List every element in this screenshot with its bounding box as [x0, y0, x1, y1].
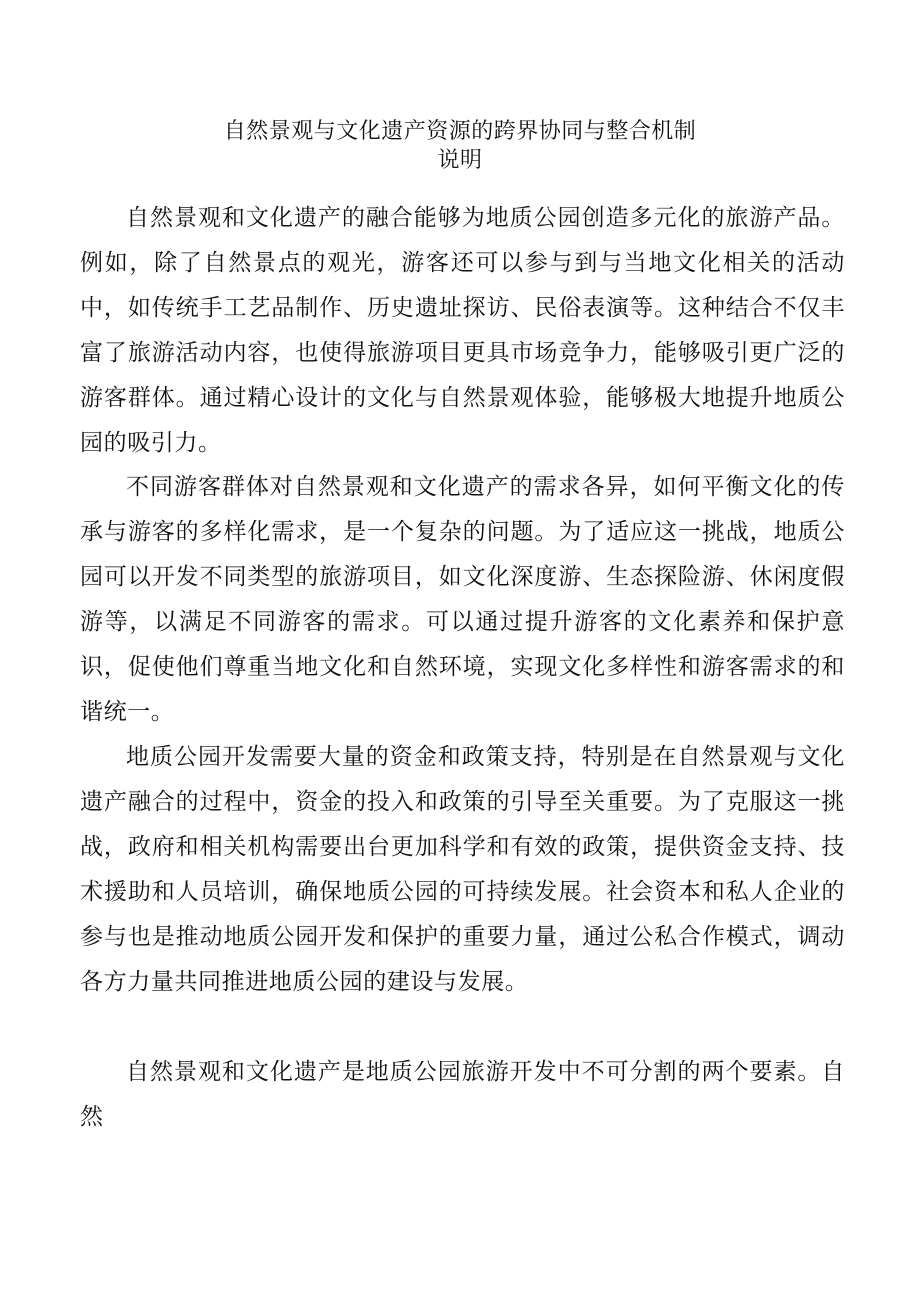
document-title: 自然景观与文化遗产资源的跨界协同与整合机制 — [223, 119, 697, 144]
paragraph-1: 自然景观和文化遗产的融合能够为地质公园创造多元化的旅游产品。例如，除了自然景点的观光，游客还可以参与到与当地文化相关的活动中，如传统手工艺品制作、历史遗址探访、民俗表演等。这种结合不仅丰富了旅游活动内容，也使得旅游项目更具市场竞争力，能够吸引更广泛的游客群体。通过精心设计的文化与自然景观体验，能够极大地提升地质公园的吸引力。 — [80, 205, 845, 456]
paragraph-4: 自然景观和文化遗产是地质公园旅游开发中不可分割的两个要素。自然 — [80, 1059, 845, 1130]
document-subtitle: 说明 — [437, 148, 483, 173]
paragraph-3: 地质公园开发需要大量的资金和政策支持，特别是在自然景观与文化遗产融合的过程中，资金的投入和政策的引导至关重要。为了克服这一挑战，政府和相关机构需要出台更加科学和有效的政策，提供资金支持、技术援助和人员培训，确保地质公园的可持续发展。社会资本和私人企业的参与也是推动地质公园开发和保护的重要力量，通过公私合作模式，调动各方力量共同推进地质公园的建设与发展。 — [80, 744, 845, 995]
paragraph-2: 不同游客群体对自然景观和文化遗产的需求各异，如何平衡文化的传承与游客的多样化需求，是一个复杂的问题。为了适应这一挑战，地质公园可以开发不同类型的旅游项目，如文化深度游、生态探险游、休闲度假游等，以满足不同游客的需求。可以通过提升游客的文化素养和保护意识，促使他们尊重当地文化和自然环境，实现文化多样性和游客需求的和谐统一。 — [80, 474, 845, 725]
